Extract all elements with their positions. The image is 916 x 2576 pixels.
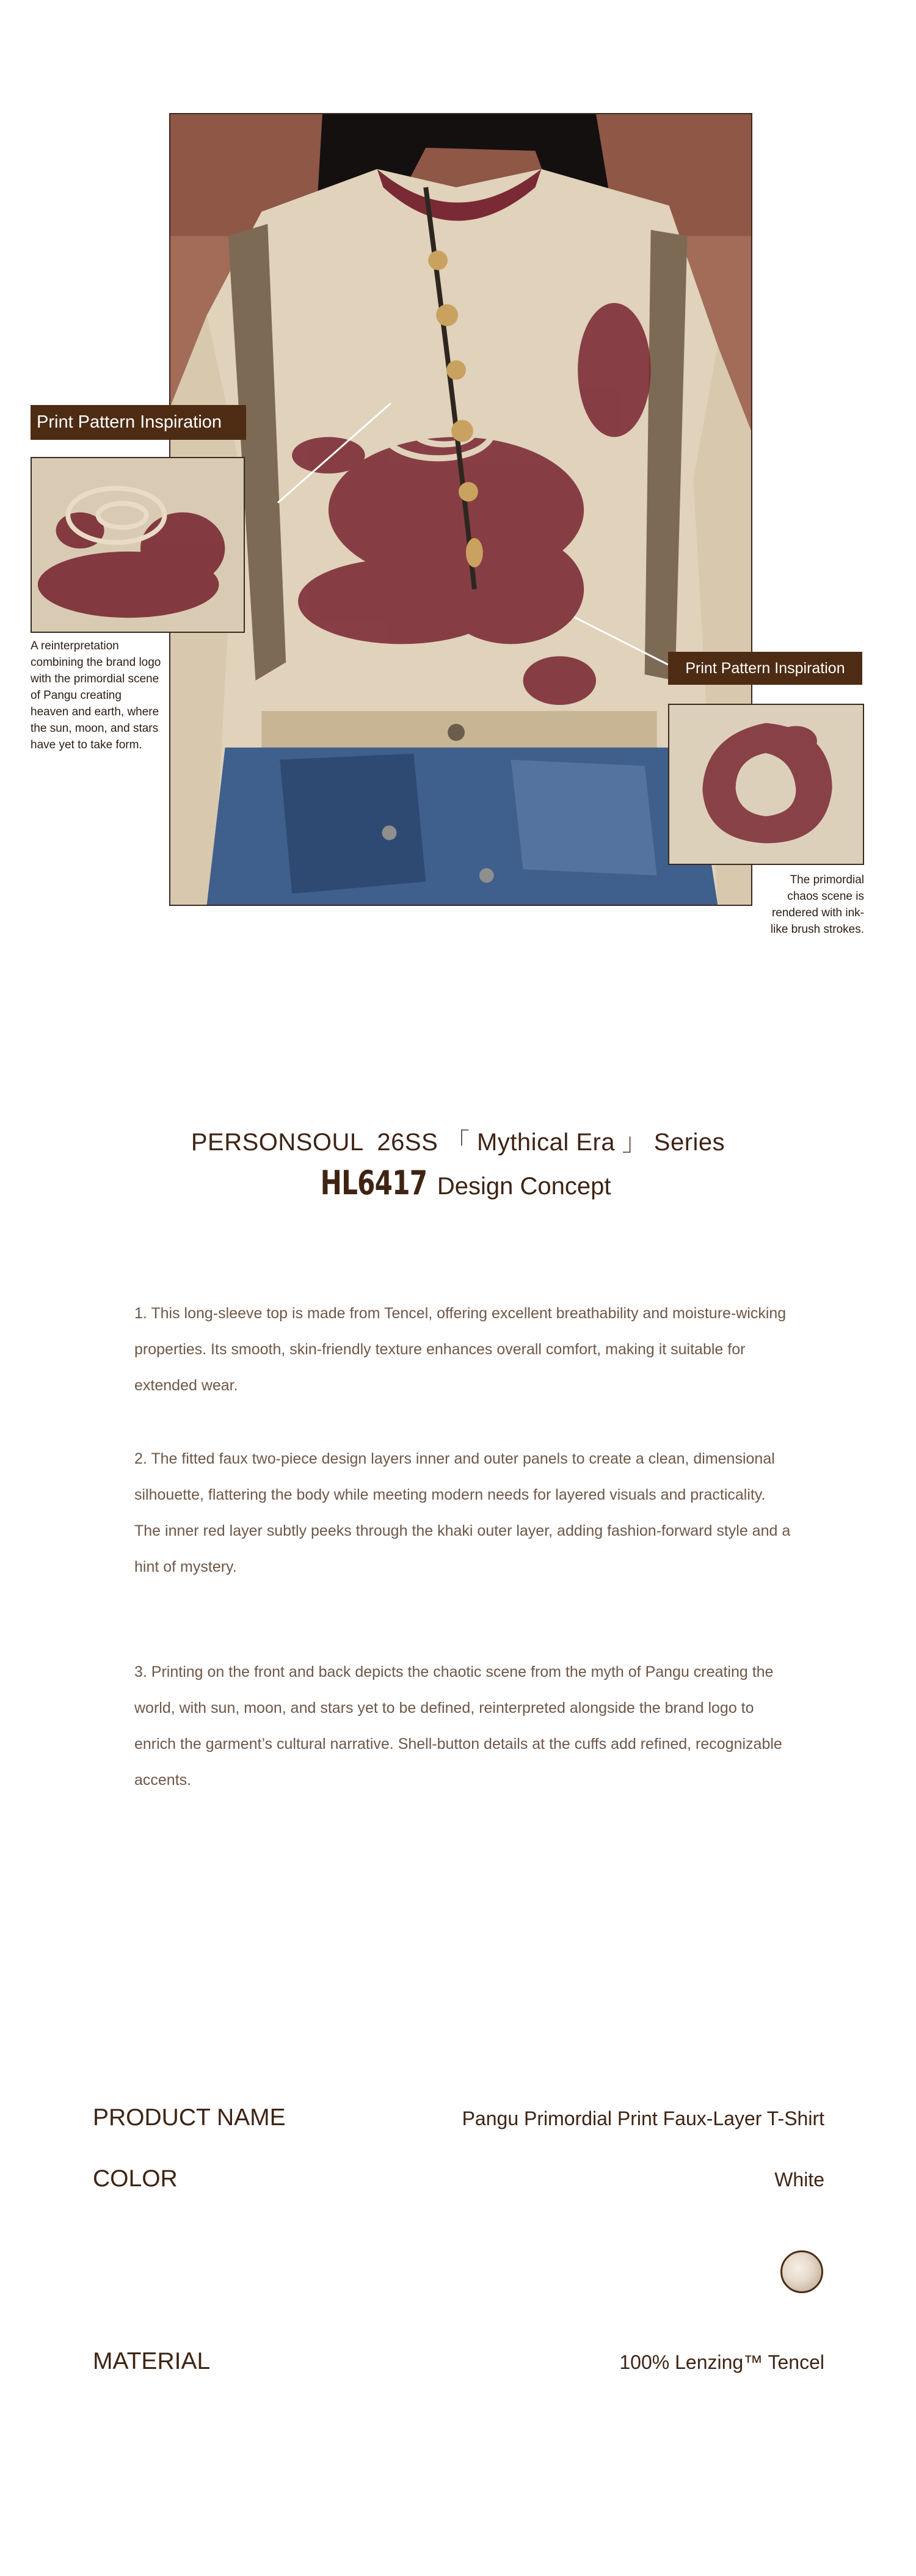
concept-paragraph-2: 2. The fitted faux two-piece design layers inner and outer panels to create a clean, dimensional silhouette, flattering the body while meeting modern needs for layered visuals and practicality. The inner red layer subtly peeks through the khaki outer layer, adding fashion-forward style and a hint of mystery. [134,1450,791,1575]
color-label: COLOR [93,2166,178,2192]
product-name-value: Pangu Primordial Print Faux-Layer T-Shirt [462,2107,824,2129]
print-inspiration-tag-right: Print Pattern Inspiration [668,652,862,685]
concept-paragraph-3: 3. Printing on the front and back depicts the chaotic scene from the myth of Pangu creating the world, with sun, moon, and stars yet to be defined, reinterpreted alongside the brand logo to enrich the garment’s cultural narrative. Shell-button details at the cuffs add refined, recognizable accents. [134,1663,782,1789]
material-label: MATERIAL [93,2348,211,2374]
style-code: HL6417 [320,1164,427,1202]
print-inspiration-tag-left: Print Pattern Inspiration [31,405,246,440]
design-concept-title [0,1164,916,1202]
concept-paragraph-1: 1. This long-sleeve top is made from Tencel, offering excellent breathability and moisture-wicking properties. Its smooth, skin-friendly texture enhances overall comfort, making it suitable for extended wear. [134,1305,787,1394]
model-wearing-tshirt-illustration [170,114,751,905]
print-detail-thumbnail-left [31,457,245,633]
print-inspiration-note-right: The primordial chaos scene is rendered with ink-like brush strokes. [770,874,864,936]
print-inspiration-note-left: A reinterpretation combining the brand logo with the primordial scene of Pangu creating heaven and earth, where the sun, moon, and stars have yet to take form. [31,640,161,751]
design-concept-label: Design Concept [437,1173,611,1200]
color-swatch-white[interactable] [780,2250,823,2293]
color-value: White [774,2169,824,2191]
material-value: 100% Lenzing™ Tencel [619,2351,824,2373]
print-detail-thumbnail-right [668,704,864,865]
product-photo [169,113,752,906]
product-name-label: PRODUCT NAME [93,2104,286,2131]
series-title: PERSONSOUL 26SS 「 Mythical Era 」 Series [191,1129,725,1156]
